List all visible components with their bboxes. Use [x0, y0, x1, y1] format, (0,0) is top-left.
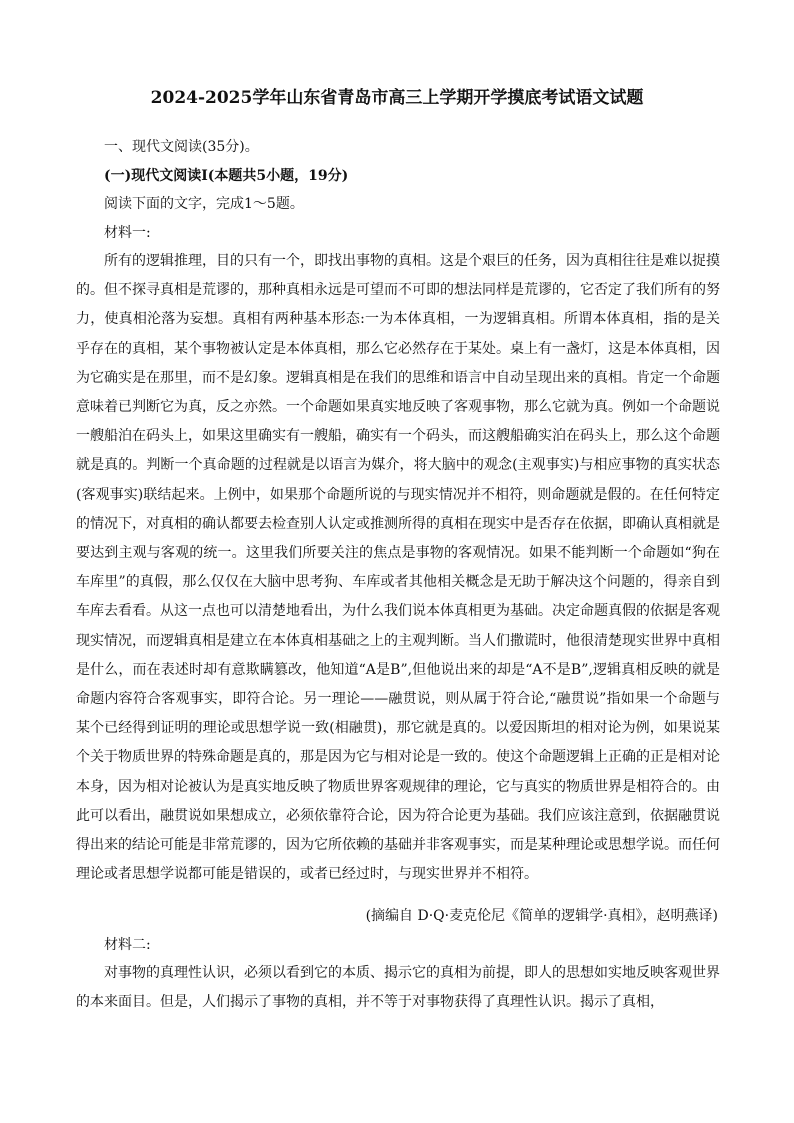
instruction-text: 阅读下面的文字，完成1～5题。 — [104, 196, 304, 212]
material-one-paragraph: 所有的逻辑推理，目的只有一个，即找出事物的真相。这是个艰巨的任务，因为真相往往是难以捉摸的。但不探寻真相是荒谬的，那种真相永远是可望而不可即的想法同样是荒谬的，它否定了我们所有的努力，使真相沦落为妄想。真相有两种基本形态:一为本体真相，一为逻辑真相。所谓本体真相，指的是关乎存在的真相，某个事物被认定是本体真相，那么它必然存在于某处。桌上有一盏灯，这是本体真相，因为它确实是在那里，而不是幻象。逻辑真相是在我们的思维和语言中自动呈现出来的真相。肯定一个命题意味着已判断它为真，反之亦然。一个命题如果真实地反映了客观事物，那么它就为真。例如一个命题说一艘船泊在码头上，如果这里确实有一艘船，确实有一个码头，而这艘船确实泊在码头上，那么这个命题就是真的。判断一个真命题的过程就是以语言为媒介，将大脑中的观念(主观事实)与相应事物的真实状态(客观事实)联结起来。上例中，如果那个命题所说的与现实情况并不相符，则命题就是假的。在任何特定的情况下，对真相的确认都要去检查别人认定或推测所得的真相在现实中是否存在依据，即确认真相就是要达到主观与客观的统一。这里我们所要关注的焦点是事物的客观情况。如果不能判断一个命题如“狗在车库里”的真假，那么仅仅在大脑中思考狗、车库或者其他相关概念是无助于解决这个问题的，得亲自到车库去看看。从这一点也可以清楚地看出，为什么我们说本体真相更为基础。决定命题真假的依据是客观现实情况，而逻辑真相是建立在本体真相基础之上的主观判断。当人们撒谎时，他很清楚现实世界中真相是什么，而在表述时却有意欺瞒篡改，他知道“A是B”,但他说出来的却是“A不是B”,逻辑真相反映的就是命题内容符合客观事实，即符合论。另一理论——融贯说，则从属于符合论,“融贯说”指如果一个命题与某个已经得到证明的理论或思想学说一致(相融贯)，那它就是真的。以爱因斯坦的相对论为例，如果说某个关于物质世界的特殊命题是真的，那是因为它与相对论是一致的。使这个命题逻辑上正确的正是相对论本身，因为相对论被认为是真实地反映了物质世界客观规律的理论，它与真实的物质世界是相符合的。由此可以看出，融贯说如果想成立，必须依靠符合论，因为符合论更为基础。我们应该注意到，依据融贯说得出来的结论可能是非常荒谬的，因为它所依赖的基础并非客观事实，而是某种理论或思想学说。而任何理论或者思想学说都可能是错误的，或者已经过时，与现实世界并不相符。 — [76, 253, 720, 883]
material-two-label: 材料二: — [104, 937, 151, 953]
material-one-label: 材料一: — [104, 225, 151, 241]
section-heading: 一、现代文阅读(35分)。 — [104, 139, 259, 155]
subsection-heading: (一)现代文阅读I(本题共5小题，19分) — [104, 168, 349, 184]
material-two-paragraph: 对事物的真理性认识，必须以看到它的本质、揭示它的真相为前提，即人的思想如实地反映客观世界的本来面目。但是，人们揭示了事物的真相，并不等于对事物获得了真理性认识。揭示了真相， — [76, 965, 720, 1011]
page-title: 2024-2025学年山东省青岛市高三上学期开学摸底考试语文试题 — [150, 88, 644, 108]
material-one-source: (摘编自 D·Q·麦克伦尼《简单的逻辑学·真相》，赵明燕译) — [365, 908, 718, 924]
